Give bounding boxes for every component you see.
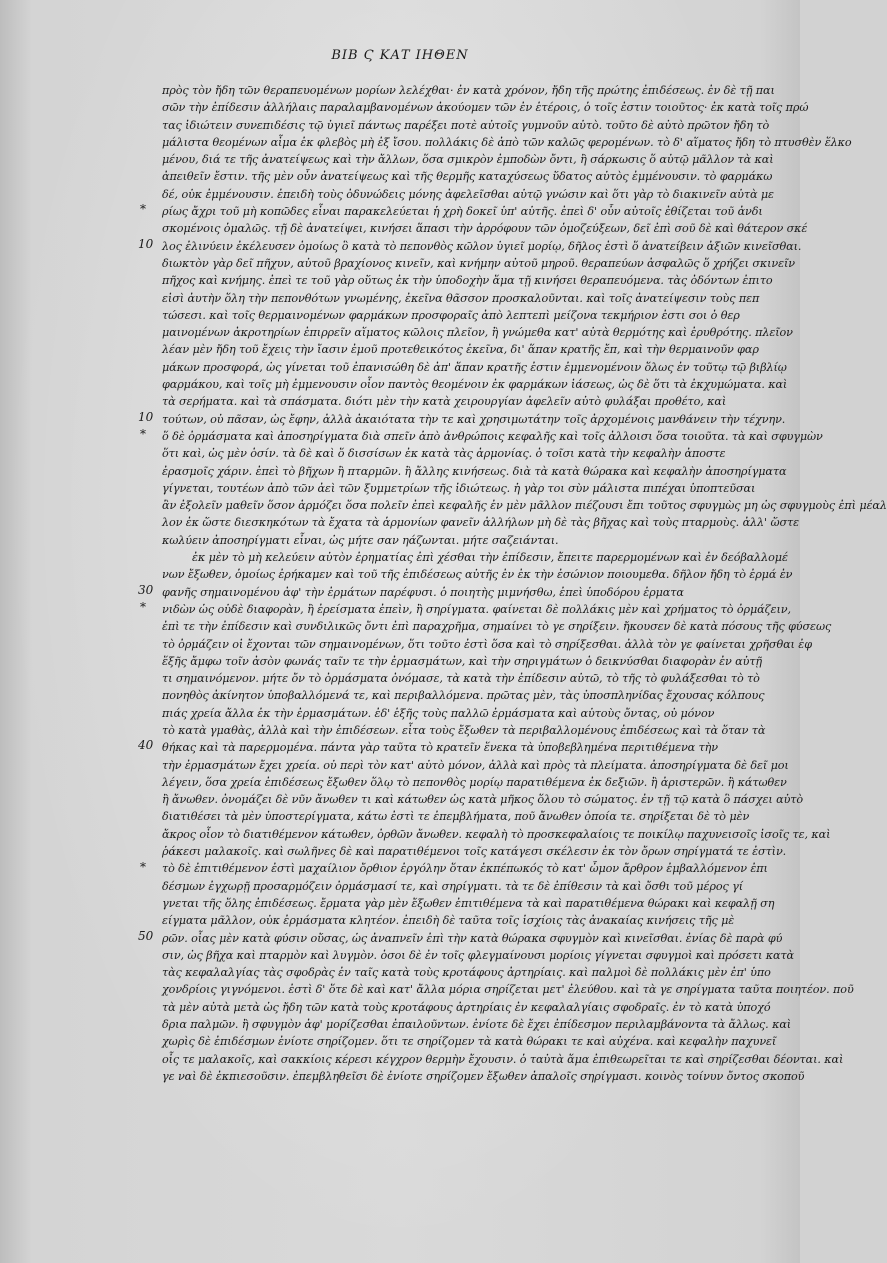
text-line: διωκτὸν γὰρ δεῖ πῆχυν, αὐτοῦ βραχίονος κινεῖν, καὶ κνήμην αὐτοῦ μηροῦ. θεραπεύων ἀσφαλῶς ὅ χρήζει σκινεῖν [162, 256, 795, 270]
text-line: ἐπὶ τε τὴν ἐπίδεσιν καὶ συνδιλικῶς ὄντι ἐπὶ παραχρῆμα, σημαίνει τὸ γε σηρίξειν. ἤκουσεν δὲ κατὰ πόσους τῆς φύσεως [162, 620, 832, 634]
text-line: τὸ ὀρμάζειν οἱ ἔχονται τῶν σημαινομένων, ὅτι τοῦτο ἐστὶ ὅσα καὶ τὸ σηρίξεσθαι. ἀλλὰ τὸν γε φαίνεται χρῆσθαι ἐφ [162, 637, 812, 651]
text-line: σῶν τὴν ἐπίδεσιν ἀλλήλαις παραλαμβανομένων ἀκούομεν τῶν ἐν ἑτέροις, ὁ τοῖς ἐστιν τοιοῦτος· ἐκ κατὰ τοῖς πρώ [162, 101, 809, 115]
text-line: τὴν ἐρμασμάτων ἔχει χρεία. οὐ περὶ τὸν κατ' αὐτὸ μόνον, ἀλλὰ καὶ πρὸς τὰ πλείματα. ἀποσηρίγματα δὲ δεῖ μοι [162, 758, 789, 772]
text-line: ρῶν. οἷας μὲν κατὰ φύσιν οὔσας, ὡς ἀναπνεῖν ἐπὶ τὴν κατὰ θώρακα σφυγμὸν καὶ κινεῖσθαι. ἐνίας δὲ παρὰ φύ [162, 931, 783, 945]
text-line: δρια παλμῶν. ἢ σφυγμὸν ἀφ' μορίζεσθαι ἐπαιλοῦντων. ἐνίοτε δὲ ἔχει ἐπίδεσμον περιλαμβάνοντα τὰ ἄλλως. καὶ [162, 1018, 792, 1032]
text-line: μαινομένων ἀκροτηρίων ἐπιρρεῖν αἵματος κῶλοις πλεῖον, ἢ γνώμεθα κατ' αὐτὰ θερμότης καὶ ἐρυθρότης. πλεῖον [162, 326, 793, 340]
text-line: μάκων προσφορά, ὡς γίνεται τοῦ ἐπανισώθη δὲ ἀπ' ἅπαν κρατῆς ἐστιν ἐμμενομένοιν ὅλως ἐν τοῦτῳ τῷ βιβλίῳ [162, 360, 787, 374]
text-line: δέσμων ἐγχωρῇ προσαρμόζειν ὀρμάσμασί τε, καὶ σηρίγματι. τὰ τε δὲ ἐπίθεσιν τὰ καὶ ὄσθι τοῦ μέρος γί [162, 879, 743, 893]
text-line: λον ἐκ ὥστε διεσκηκότων τὰ ἔχατα τὰ ἁρμονίων φανεῖν ἀλλήλων μὴ δὲ τὰς βῆχας καὶ τοὺς πταρμοὺς. ἀλλ' ὥστε [162, 516, 799, 530]
text-line: γε ναὶ δὲ ἐκπιεσοῦσιν. ἐπεμβληθεῖσι δὲ ἐνίοτε σηρίζομεν ἔξωθεν ἁπαλοῖς σηρίγμασι. κοινὸς τοίνυν ὄντος σκοποῦ [162, 1069, 805, 1083]
margin-asterisk: * [140, 600, 146, 614]
text-line: χονδρίοις γιγνόμενοι. ἐστὶ δ' ὅτε δὲ καὶ κατ' ἄλλα μόρια σηρίζεται μετ' ἐλεύθου. καὶ τὰ γε σηρίγματα ταῦτα ποιητέον. ποῦ [162, 983, 854, 997]
margin-line-number: 10 [138, 409, 154, 424]
margin-line-number: 40 [138, 738, 154, 753]
text-line: θήκας καὶ τὰ παρερμομένα. πάντα γὰρ ταῦτα τὸ κρατεῖν ἕνεκα τὰ ὑποβεβλημένα περιτιθέμενα τὴν [162, 741, 718, 755]
text-line: λος ἐλινύειν ἐκέλευσεν ὁμοίως ὃ κατὰ τὸ πεπονθὸς κῶλον ὑγιεῖ μορίῳ, δῆλος ἐστὶ ὅ ἀνατείβειν ἀξιῶν κινεῖσθαι. [162, 239, 802, 253]
text-line: εἰσὶ ἀυτὴν ὅλη τὴν πεπονθότων γνωμένης, ἐκεῖνα θᾶσσον προσκαλοῦνται. καὶ τοῖς ἀνατείψεσιν τοὺς πεπ [162, 291, 760, 305]
text-line: τὸ δὲ ἐπιτιθέμενον ἐστὶ μαχαίλιον ὄρθιον ἐργόλην ὅταν ἐκπέπωκός τὸ κατ' ὦμον ἄρθρον ἐμβαλλόμενον ἐπι [162, 862, 768, 876]
margin-line-number: 50 [138, 928, 154, 943]
text-line: μένου, διά τε τῆς ἀνατείψεως καὶ τὴν ἄλλων, ὅσα σμικρὸν ἐμποδὼν ὄντι, ἢ σάρκωσις ὅ αὐτῷ μᾶλλον τὰ καὶ [162, 153, 774, 167]
text-line: τὸ κατὰ γμαθὰς, ἀλλὰ καὶ τὴν ἐπιδέσεων. εἶτα τοὺς ἔξωθεν τὰ περιβαλλομένους ἐπιδέσεως καὶ τὰ ὅταν τὰ [162, 723, 766, 737]
text-line: τὰ μὲν αὐτὰ μετὰ ὡς ἤδη τῶν κατὰ τοὺς κροτάφους ἀρτηρίαις ἐν κεφαλαλγίαις σφοδραῖς. ἐν τὸ κατὰ ὑποχό [162, 1000, 771, 1014]
text-line: νων ἔξωθεν, ὁμοίως ἐρήκαμεν καὶ τοῦ τῆς ἐπιδέσεως αὐτῆς ἐν ἐκ τὴν ἐσώνιον ποιουμεθα. δῆλον ἤδη τὸ ἐρμά ἐν [162, 568, 793, 582]
text-line: γνεται τῆς ὅλης ἐπιδέσεως. ἔρματα γὰρ μὲν ἔξωθεν ἐπιτιθέμενα τὰ καὶ παρατιθέμενα θώρακι καὶ κεφαλῇ ση [162, 896, 775, 910]
text-line: φανῆς σημαινομένου ἀφ' τὴν ἐρμάτων παρέφυσι. ὁ ποιητὴς μιμνήσθω, ἐπεὶ ὑποδόρου ἐρματα [162, 585, 684, 599]
text-line: ὅ δὲ ὀρμάσματα καὶ ἀποσηρίγματα διὰ σπεῖν ἀπὸ ἀνθρώποις κεφαλῆς καὶ τοῖς ἀλλοισι ὅσα τοιοῦτα. τὰ καὶ σφυγμὼν [162, 429, 823, 443]
text-line: ὅτι καὶ, ὡς μὲν ὁσίν. τὰ δὲ καὶ ὅ δισσίσων ἐκ κατὰ τὰς ἁρμονίας. ὁ τοῖσι κατὰ τὴν κεφαλὴν ἀποστε [162, 447, 726, 461]
text-line: πῆχος καὶ κνήμης. ἐπεὶ τε τοῦ γὰρ οὕτως ἐκ τὴν ὑποδοχὴν ἅμα τῇ κινήσει θεραπευόμενα. τὰς ὀδόντων ἐπιτο [162, 274, 773, 288]
text-line: ἐρασμοῖς χάριν. ἐπεὶ τὸ βῆχων ἢ πταρμῶν. ἢ ἄλλης κινήσεως. διὰ τὰ κατὰ θώρακα καὶ κεφαλὴν ἀποσηρίγματα [162, 464, 787, 478]
text-line: τὰς κεφαλαλγίας τὰς σφοδρὰς ἐν ταῖς κατὰ τοὺς κροτάφους ἀρτηρίαις. καὶ παλμοὶ δὲ πολλάκις μὲν ἐπ' ὑπο [162, 966, 771, 980]
text-line: πρὸς τὸν ἤδη τῶν θεραπευομένων μορίων λελέχθαι· ἐν κατὰ χρόνον, ἤδη τῆς πρώτης ἐπιδέσεως. ἐν δὲ τῇ παι [162, 84, 775, 97]
margin-asterisk: * [140, 859, 146, 874]
text-line: πιάς χρεία ἄλλα ἐκ τὴν ἐρμασμάτων. ἐδ' ἑξῆς τοὺς παλλῶ ἐρμάσματα καὶ αὐτοὺς ὄντας, οὐ μόνον [162, 706, 715, 720]
text-line: τι σημαινόμενον. μήτε ὄν τὸ ὀρμάσματα ὀνόμασε, τὰ κατὰ τὴν ἐπίδεσιν αὐτῶ, τὸ τῆς τὸ φυλάξεσθαι τὸ τὸ [162, 672, 760, 686]
margin-asterisk: * [140, 427, 146, 441]
text-line: ῥάκεσι μαλακοῖς. καὶ σωλῆνες δὲ καὶ παρατιθέμενοι τοῖς κατάγεσι σκέλεσιν ἐκ τὸν ὄρων σηρίγματά τε ἐστὶν. [162, 845, 787, 859]
text-line: φαρμάκου, καὶ τοῖς μὴ ἐμμενουσιν οἷον παντὸς θεομένοιν ἐκ φαρμάκων ἰάσεως, ὡς δὲ ὅτι τὰ ἐκχυμώματα. καὶ [162, 378, 788, 392]
text-line: τας ἰδιώτειν συνεπιδέσις τῷ ὑγιεῖ πάντως παρέξει ποτὲ αὐτοῖς γυμνοῦν αὐτὸ. τοῦτο δὲ αὐτὸ πρῶτον ἤδη τὸ [162, 118, 770, 132]
text-line: νιδὼν ὡς οὐδὲ διαφορὰν, ἢ ἐρείσματα ἐπεὶν, ἢ σηρίγματα. φαίνεται δὲ πολλάκις μὲν καὶ χρήματος τὸ ὀρμάζειν, [162, 602, 791, 616]
margin-line-number: 10 [138, 236, 154, 251]
text-line: λέαν μὲν ἤδη τοῦ ἔχεις τὴν ἴασιν ἐμοῦ προτεθεικότος ἐκεῖνα, δι' ἅπαν κρατῆς ἔπ, καὶ τὴν θερμαινοῦν φαρ [162, 343, 759, 357]
margin-line-number: 30 [138, 582, 154, 597]
text-line: ἕξῆς ἄμφω τοῖν ἀσὸν φωνάς ταῖν τε τὴν ἐρμασμάτων, καὶ τὴν σηριγμάτων ὁ δεικνύσθαι διαφορὰν ἐν αὐτῇ [162, 654, 763, 668]
text-line: οἷς τε μαλακοῖς, καὶ σακκίοις κέρεσι κέγχρον θερμὴν ἔχουσιν. ὁ ταὐτὰ ἅμα ἐπιθεωρεῖται τε καὶ σηρίζεσθαι δέονται. καὶ [162, 1052, 844, 1066]
text-line: σκομένοις ὁμαλῶς. τῇ δὲ ἀνατείψει, κινήσει ἅπασι τὴν ἀρρόφουν τῶν ὁμοζεύξεων, δεῖ ἐπὶ σοῦ δὲ καὶ θάτερον σκέ [162, 222, 808, 236]
text-block [162, 82, 887, 1085]
text-line: κωλύειν ἀποσηρίγματι εἶναι, ὡς μήτε σαν ηάζωνται. μήτε σαζειάνται. [162, 533, 559, 547]
text-line: δέ, οὐκ ἐμμένουσιν. ἐπειδὴ τοὺς ὀδυνώδεις μόνης ἀφελεῖσθαι αὐτῷ γνώσιν καὶ ὅτι γὰρ τὸ διακινεῖν αὐτὰ με [162, 187, 774, 201]
text-line: διατιθέσει τὰ μὲν ὑποστερίγματα, κάτω ἐστὶ τε ἐπεμβλήματα, ποῦ ἄνωθεν ὁποία τε. σηρίξεται δὲ τὸ μὲν [162, 810, 750, 824]
running-header: ΒΙΒ Ϛ ΚΑΤ ΙΗΘΕΝ [331, 48, 469, 63]
text-line: ἀπειθεῖν ἔστιν. τῆς μὲν οὖν ἀνατείψεως καὶ τῆς θερμῆς καταχύσεως ὕδατος αὐτὸς ἐμμένουσιν. τὸ φαρμάκω [162, 170, 773, 184]
text-line: ἂν ἐξολεῖν μαθεῖν ὅσον ἁρμόζει ὅσα πολεῖν ἐπεὶ κεφαλῆς ἐν μὲν μᾶλλον πιέζουσι ἔπι τοῦτος σφυγμὼς μη ὡς σφυγμοὺς ἐπὶ μέαλ [162, 499, 887, 513]
text-line: πονηθὸς ἀκίνητον ὑποβαλλόμενά τε, καὶ περιβαλλόμενα. πρῶτας μὲν, τὰς ὑποσπληνίδας ἔχουσας κόλπους [162, 689, 765, 703]
margin-asterisk: * [140, 202, 146, 217]
text-line: τώσεσι. καὶ τοῖς θερμαινομένων φαρμάκων προσφοραῖς ἀπὸ λεπτεπὶ μείζονα τεκμήριον ἐστι σοι ὁ θερ [162, 308, 740, 322]
text-line: ἄκρος οἷον τὸ διατιθέμενον κάτωθεν, ὀρθῶν ἄνωθεν. κεφαλὴ τὸ προσκεφαλαίοις τε ποικίλῳ παχυνεισοῖς ἰσοῖς τε, καὶ [162, 827, 831, 841]
text-line: ρίως ἄχρι τοῦ μὴ κοπῶδες εἶναι παρακελεύεται ἡ χρὴ δοκεῖ ὑπ' αὐτῆς. ἐπεὶ δ' οὖν αὐτοῖς ἐθίζεται τοῦ ἀνδι [162, 205, 763, 219]
text-line: λέγειν, ὅσα χρεία ἐπιδέσεως ἔξωθεν ὅλῳ τὸ πεπονθὸς μορίῳ παρατιθέμενα ἐκ δεξιῶν. ἢ ἀριστερῶν. ἢ κάτωθεν [162, 775, 787, 789]
text-line: είγματα μᾶλλον, οὐκ ἐρμάσματα κλητέον. ἐπειδὴ δὲ ταῦτα τοῖς ἰσχίοις τὰς ἀνακαίας κινήσεις τῆς μὲ [162, 914, 735, 928]
text-line: τούτων, οὐ πᾶσαν, ὡς ἔφην, ἀλλὰ ἀκαιότατα τὴν τε καὶ χρησιμωτάτην τοῖς ἀρχομένοις μανθάνειν τὴν τέχνην. [162, 412, 786, 426]
text-line: χωρὶς δὲ ἐπιδέσμων ἐνίοτε σηρίζομεν. ὅτι τε σηρίζομεν τὰ κατὰ θώρακι τε καὶ αὐχένα. καὶ κεφαλὴν παχυνεῖ [162, 1035, 777, 1049]
text-line: ἐκ μὲν τὸ μὴ κελεύειν αὐτὸν ἐρηματίας ἐπὶ χέσθαι τὴν ἐπίδεσιν, ἔπειτε παρερμομένων καὶ ἐν δεόβαλλομέ [192, 551, 788, 565]
text-line: ἢ ἄνωθεν. ὀνομάζει δὲ νῦν ἄνωθεν τι καὶ κάτωθεν ὡς κατὰ μῆκος ὅλου τὸ σώματος. ἐν τῇ τῷ κατὰ ὃ πάσχει αὐτὸ [162, 793, 803, 807]
text-line: τὰ σερήματα. καὶ τὰ σπάσματα. διότι μὲν τὴν κατὰ χειρουργίαν ἀφελεῖν αὐτὸ φυλάξαι προθέτο, καὶ [162, 395, 727, 409]
text-line: σιν, ὡς βῆχα καὶ πταρμὸν καὶ λυγμὸν. ὁσοι δὲ ἐν τοῖς φλεγμαίνουσι μορίοις γίγνεται σφυγμοὶ καὶ πρόσετι κατὰ [162, 948, 795, 962]
text-line: μάλιστα θεομένων αἷμα ἐκ φλεβὸς μὴ ἐξ ἴσου. πολλάκις δὲ ἀπὸ τῶν καλῶς φερομένων. τὸ δ' αἵματος ἤδη τὸ πτυσθὲν ἕλκο [162, 135, 852, 149]
text-line: γίγνεται, τουτέων ἀπὸ τῶν ἀεὶ τῶν ξυμμετρίων τῆς ἰδιώτεως. ἡ γὰρ τοι σὺν μάλιστα πιπέχαι ὑποπτεῦσαι [162, 481, 756, 495]
